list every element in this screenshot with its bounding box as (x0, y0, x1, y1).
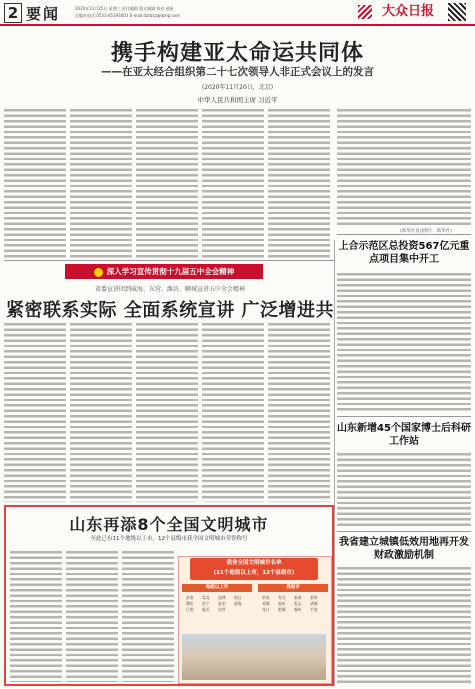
city-item: 青岛 (202, 595, 210, 600)
city-item: 滕州 (294, 607, 302, 612)
city-item: 平度 (310, 607, 318, 612)
divider (4, 260, 334, 261)
right-article-2-body (337, 452, 471, 528)
second-article-column (70, 322, 132, 502)
city-item: 临沂 (202, 607, 210, 612)
second-article-column (268, 322, 330, 502)
study-banner-label: 深入学习宣传贯彻十九届五中全会精神 (106, 267, 235, 276)
lead-article-date: (2020年11月20日，北京) (201, 84, 274, 91)
second-article-column (136, 322, 198, 502)
divider (337, 234, 471, 235)
city-item: 邹城 (262, 601, 270, 606)
photo-credit: (新华社发)(图片：新华社) (400, 229, 453, 234)
feature-column (66, 550, 118, 682)
infographic-header (190, 558, 318, 580)
lead-article-subtitle: ——在亚太经合组织第二十七次领导人非正式会议上的发言 (101, 66, 374, 78)
city-photo (182, 634, 326, 680)
second-article-column (202, 322, 264, 502)
header-info-line2: 总编室电话:0531-85193003 E-mail:dzrbsz@dzng.com (75, 13, 181, 18)
city-item: 寿光 (278, 595, 286, 600)
city-item: 新泰 (294, 595, 302, 600)
lead-article-column (136, 108, 198, 260)
city-item: 济南 (186, 595, 194, 600)
header-info-line1: 2020年11月25日 星期三 责任编辑 版式编辑 校对 值班 (75, 6, 174, 11)
qr-code-icon (358, 5, 372, 19)
city-item: 威海 (234, 601, 242, 606)
lead-article-column (202, 108, 264, 260)
infographic-title: 我省全国文明城市名单 (226, 560, 282, 566)
city-item: 济宁 (202, 601, 210, 606)
lead-article-author: 中华人民共和国主席 习近平 (197, 96, 278, 104)
city-item: 淄博 (218, 595, 226, 600)
infographic-col1-header: 地级以上市 (182, 584, 252, 592)
city-item: 诸城 (310, 601, 318, 606)
divider (337, 416, 471, 417)
newspaper-logo: 大众日报 (382, 4, 435, 19)
city-item: 荣成 (262, 595, 270, 600)
lead-article-column (70, 108, 132, 260)
city-item: 肥城 (278, 607, 286, 612)
lead-article-column (4, 108, 66, 260)
city-item: 莱州 (310, 595, 318, 600)
second-article-strap: 省委宣讲团到威海、东营、潍坊、聊城宣讲五中全会精神 (94, 286, 245, 293)
city-item: 龙口 (262, 607, 270, 612)
lead-article-title: 携手构建亚太命运共同体 (110, 41, 364, 66)
city-item: 胶州 (278, 601, 286, 606)
feature-column (10, 550, 62, 682)
city-item: 泰安 (218, 601, 226, 606)
second-article-column (4, 322, 66, 502)
city-item: 东营 (218, 607, 226, 612)
column-divider (334, 240, 335, 686)
city-item: 烟台 (234, 595, 242, 600)
city-item: 日照 (186, 607, 194, 612)
second-article-title: 紧密联系实际 全面系统宣讲 广泛增进共 (5, 300, 335, 321)
infographic-col1-list (186, 595, 252, 631)
infographic-subtitle: (11个地级以上市，12个县级市) (213, 570, 295, 576)
right-article-1-title: 上合示范区总投资567亿元重点项目集中开工 (338, 241, 470, 265)
city-item: 潍坊 (186, 601, 194, 606)
feature-subtitle: 至此已有11个地级以上市、12个县级市获全国文明城市荣誉称号 (90, 536, 248, 542)
right-article-2-title: 山东新增45个国家博士后科研工作站 (337, 423, 471, 447)
right-article-3-body (337, 566, 471, 686)
page-number: 2 (4, 3, 22, 23)
divider (337, 531, 471, 532)
lead-article-column (337, 108, 471, 226)
feature-column (122, 550, 174, 682)
infographic-col2-header: 县级市 (258, 584, 328, 592)
city-item: 乳山 (294, 601, 302, 606)
right-article-1-body (337, 272, 471, 412)
party-emblem-icon (94, 268, 103, 277)
right-article-3-title: 我省建立城镇低效用地再开发财政激励机制 (339, 537, 469, 561)
infographic-col2-list (262, 595, 328, 631)
qr-code-icon (448, 3, 466, 21)
feature-title: 山东再添8个全国文明城市 (69, 515, 269, 534)
lead-article-column (268, 108, 330, 260)
header-rule (0, 24, 475, 26)
study-banner (65, 264, 263, 279)
section-title: 要闻 (26, 5, 61, 23)
